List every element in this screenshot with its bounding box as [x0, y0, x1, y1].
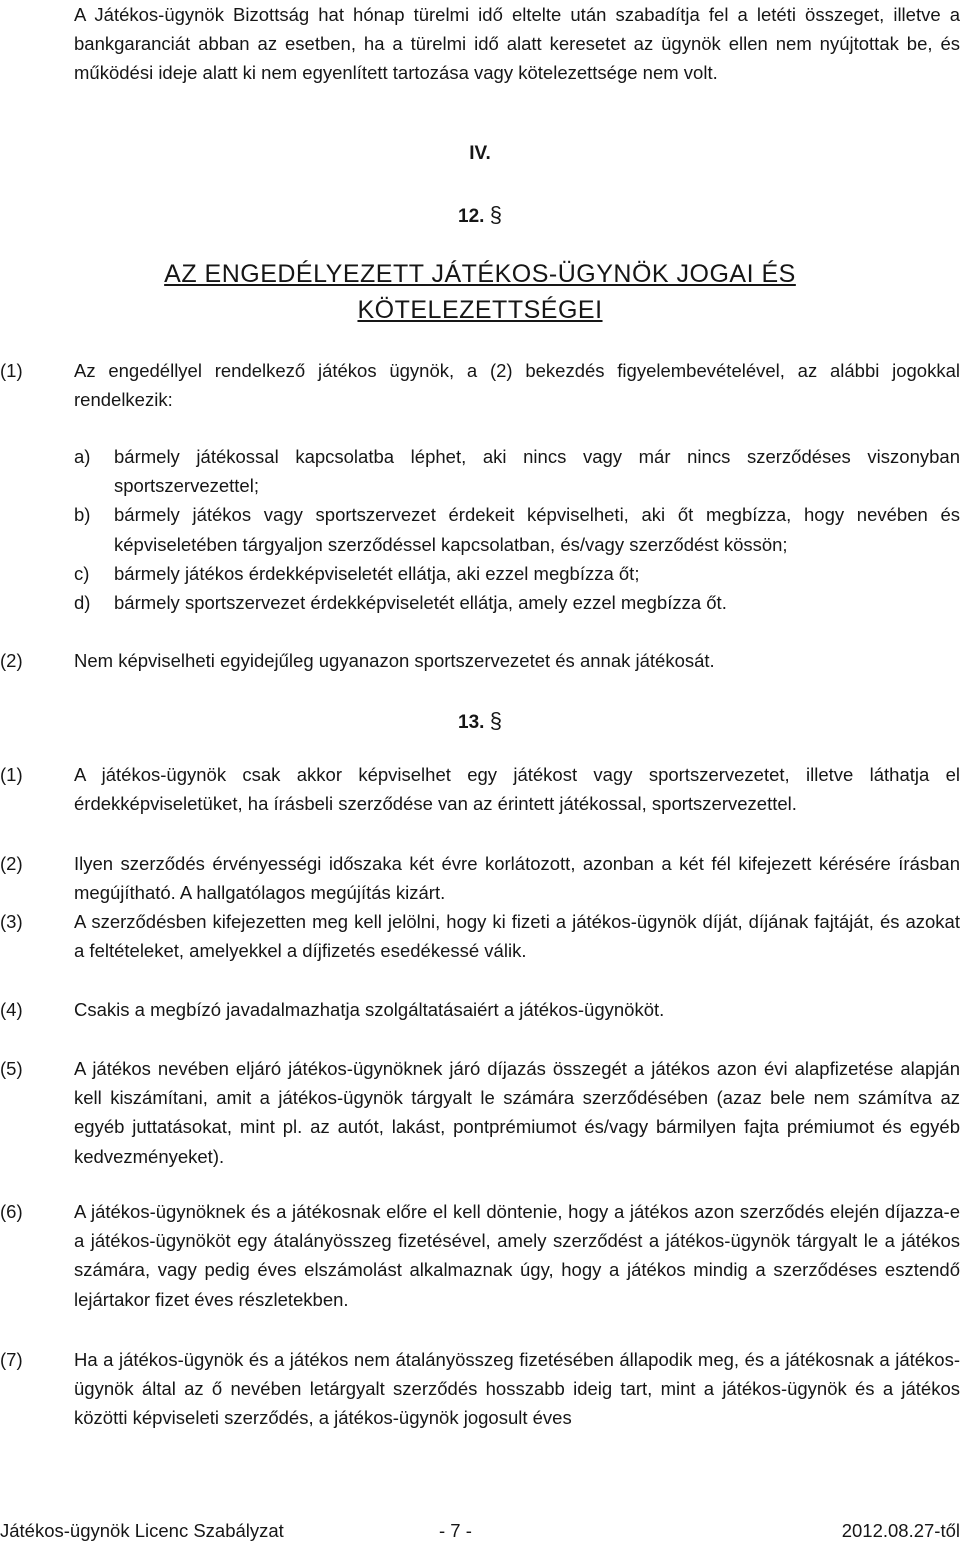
section-13-heading	[0, 704, 960, 739]
s13-paragraph-6	[0, 1197, 960, 1314]
paragraph-number: (1)	[0, 360, 23, 381]
list-item-label: b)	[74, 504, 91, 526]
section-12-heading	[0, 198, 960, 233]
s13-paragraph-3	[0, 907, 960, 965]
footer-date: 2012.08.27-től	[841, 1520, 960, 1541]
paragraph-number: (2)	[0, 650, 23, 671]
paragraph-number: (1)	[0, 764, 23, 785]
list-item-text: bármely játékos vagy sportszervezet érdekeit képviselheti, aki őt megbízza, hogy nevében és képviseletében tárgyaljon szerződéssel kapcsolatban, és/vagy szerződést kössön;	[114, 504, 960, 555]
section-title	[0, 257, 960, 328]
paragraph-text: Az engedéllyel rendelkező játékos ügynök, a (2) bekezdés figyelembevételével, az alábbi jogokkal rendelkezik:	[74, 360, 960, 411]
list-item-label: d)	[74, 592, 91, 614]
list-item	[74, 559, 960, 588]
list-item-text: bármely játékossal kapcsolatba léphet, aki nincs vagy már nincs szerződéses viszonyban sportszervezettel;	[114, 446, 960, 497]
paragraph-text: A játékos-ügynök csak akkor képviselhet egy játékost vagy sportszervezetet, illetve láthatja el érdekképviseletüket, ha írásbeli szerződése van az érintett játékossal, sportszervezettel.	[74, 764, 960, 815]
s12-paragraph-1	[0, 356, 960, 414]
paragraph-text: Csakis a megbízó javadalmazhatja szolgáltatásaiért a játékos-ügynököt.	[74, 999, 665, 1020]
footer-document-title: Játékos-ügynök Licenc Szabályzat	[0, 1520, 284, 1541]
paragraph-number: (5)	[0, 1058, 23, 1079]
s13-paragraph-4	[0, 995, 960, 1024]
paragraph-symbol: §	[489, 708, 502, 733]
paragraph-text: A szerződésben kifejezetten meg kell jelölni, hogy ki fizeti a játékos-ügynök díját, díjának fajtáját, és azokat a feltételeket, amelyekkel a díjfizetés esedékessé válik.	[74, 911, 960, 962]
chapter-heading: IV.	[469, 143, 491, 164]
paragraph-number: (7)	[0, 1349, 23, 1370]
paragraph-text: A játékos nevében eljáró játékos-ügynöknek járó díjazás összegét a játékos azon évi alapfizetése alapján kell kiszámítani, amit a játékos-ügynök tárgyalt le számára szerződésében (azaz bele nem számítva az egyéb juttatásokat, mint pl. az autót, lakást, pontprémiumot és/vagy bármilyen fajta prémiumot és egyéb kedvezményeket).	[74, 1058, 960, 1167]
rights-list	[74, 442, 960, 617]
paragraph-text: Ilyen szerződés érvényességi időszaka két évre korlátozott, azonban a két fél kifejezett kérésére írásban megújítható. A hallgatólagos megújítás kizárt.	[74, 853, 960, 904]
list-item	[74, 500, 960, 558]
list-item	[74, 442, 960, 500]
paragraph-number: (3)	[0, 911, 23, 932]
s13-paragraph-2	[0, 849, 960, 907]
section-title-line-2: KÖTELEZETTSÉGEI	[357, 295, 603, 324]
s13-paragraph-5	[0, 1054, 960, 1171]
section-number: 13.	[458, 712, 485, 733]
list-item-label: c)	[74, 562, 90, 584]
list-item	[74, 588, 960, 617]
paragraph-number: (4)	[0, 999, 23, 1020]
s13-paragraph-1	[0, 760, 960, 818]
list-item-text: bármely játékos érdekképviseletét ellátja, aki ezzel megbízza őt;	[114, 562, 640, 584]
paragraph-text: A játékos-ügynöknek és a játékosnak előre el kell döntenie, hogy a játékos azon szerződés elején díjazza-e a játékos-ügynököt egy átalányösszeg fizetésével, amely szerződést a játékos-ügynök tárgyalt le a játékos számára, vagy pedig éves elszámolást alkalmaznak úgy, hogy a játékos mindig a szerződéses esztendő lejártakor fizet éves részletekben.	[74, 1201, 960, 1310]
section-title-line-1: AZ ENGEDÉLYEZETT JÁTÉKOS-ÜGYNÖK JOGAI ÉS	[164, 260, 796, 288]
paragraph-text: Ha a játékos-ügynök és a játékos nem átalányösszeg fizetésében állapodik meg, és a játékosnak a játékos-ügynök által az ő nevében letárgyalt szerződés hosszabb ideig tart, mint a játékos-ügynök és a játékos közötti képviseleti szerződés, a játékos-ügynök jogosult éves	[74, 1349, 960, 1429]
footer-page-number: - 7 -	[439, 1520, 472, 1541]
section-number: 12.	[458, 206, 485, 227]
paragraph-number: (2)	[0, 853, 23, 874]
s12-paragraph-2	[0, 646, 960, 675]
paragraph-symbol: §	[489, 202, 502, 227]
intro-text: A Játékos-ügynök Bizottság hat hónap türelmi idő eltelte után szabadítja fel a letéti összeget, illetve a bankgaranciát abban az esetben, ha a türelmi idő alatt keresetet az ügynök ellen nem nyújtottak be, és működési ideje alatt ki nem egyenlített tartozása vagy kötelezettsége nem volt.	[74, 4, 960, 84]
intro-paragraph	[0, 0, 960, 88]
paragraph-text: Nem képviselheti egyidejűleg ugyanazon sportszervezetet és annak játékosát.	[74, 650, 715, 671]
list-item-label: a)	[74, 446, 91, 467]
s13-paragraph-7	[0, 1345, 960, 1433]
list-item-text: bármely sportszervezet érdekképviseletét ellátja, amely ezzel megbízza őt.	[114, 592, 727, 614]
paragraph-number: (6)	[0, 1201, 23, 1222]
